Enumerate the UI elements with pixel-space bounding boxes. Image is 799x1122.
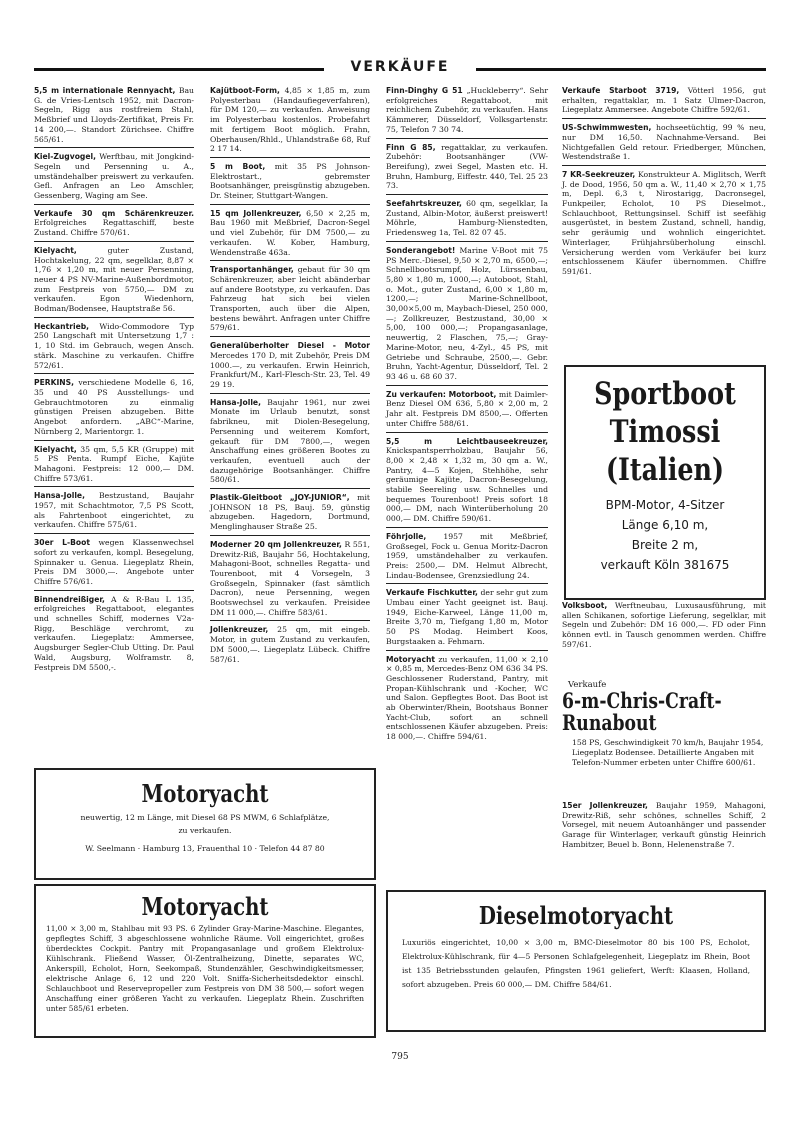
- classified-ad: [34, 594, 194, 676]
- ad-headline: Hansa-Jolle,: [210, 397, 261, 407]
- ad-text: Mercedes 170 D, mit Zubehör, Preis DM 1000.—, zu verkaufen. Erwin Heinrich, Frankfurt/M., Karl-Flesch-Str. 23, Tel. 49 29 19.: [210, 350, 370, 389]
- classified-ad: [562, 600, 766, 653]
- ad-text: Bestzustand, Baujahr 1957, mit Schachtmotor, 7,5 PS Scott, als Fahrtenboot eingerichtet, zu verkaufen. Chiffre 575/61.: [34, 491, 194, 530]
- ad-text: A & R-Bau L 135, erfolgreiches Regattaboot, elegantes und schnelles Schiff, modernes V2a-Rigg, Beschläge verchromt, zu verkaufen. Liegeplatz: Ammersee, Augsburger Segler-Club Utting. Dr. Paul Wald, Augsburg, Wolframstr. 8, Festpreis DM 5500,-.: [34, 594, 194, 672]
- ad-headline: US-Schwimmwesten,: [562, 123, 652, 133]
- classified-ad: [210, 492, 370, 536]
- ad-headline: Volksboot,: [562, 601, 608, 610]
- classified-ad: [386, 389, 548, 433]
- ad-headline: Kajütboot-Form,: [210, 86, 280, 95]
- ad-headline: Plastik-Gleitboot „JOY-JUNIOR“,: [210, 493, 350, 503]
- section-title: VERKÄUFE: [350, 59, 450, 75]
- classified-ad: [386, 531, 548, 585]
- ad-text: Baujahr 1959, Mahagoni, Drewitz-Riß, sehr schönes, schnelles Schiff, 2 Vorsegel, mit neuem Autoanhänger und passender Garage für Winterlager, verkauft günstig Heinrich Hambitzer, Beuel b. Bonn, Helenenstraße 7.: [562, 801, 766, 849]
- header-rule-left: [34, 68, 324, 71]
- ad-text: hochseetüchtig, 99 % neu, nur DM 16,50. Nachnahme-Versand. Bei Nichtgefallen Geld retour. Friedberger, München, Westendstraße 1.: [562, 123, 766, 162]
- page-number: 795: [391, 1052, 409, 1062]
- ad-text: Konstrukteur A. Miglitsch, Werft J. de Dood, 1956, 50 qm a. W., 11,40 × 2,70 × 1,75 m, Depl. 6,3 t, Nirostarigg, Dacronsegel, Funkpeiler, Echolot, 10 PS Dieselmot., Schlauchboot, Rettungsinsel. Schiff ist seefähig ausgerüstet, in bestem Zustand, schnell, handig, sehr geräumig und wohnlich eingerichtet. Winterlager, Frühjahrsüberholung einschl. Versicherung werden vom Verkäufer bei kurz entschlossenem Käufer übernommen. Chiffre 591/61.: [562, 169, 766, 276]
- section-header: [34, 61, 766, 77]
- sportboot-line-4: verkauft Köln 381675: [600, 558, 730, 572]
- motoryacht1-title: Motoryacht: [141, 779, 269, 808]
- ad-text: Erfolgreiches Regattaschiff, beste Zustand. Chiffre 570/61.: [34, 218, 194, 238]
- sportboot-title-2: Timossi: [609, 414, 721, 450]
- ad-headline: Hansa-Jolle,: [34, 491, 85, 501]
- diesel-body: Luxuriös eingerichtet, 10,00 × 3,00 m, BMC-Dieselmotor 80 bis 100 PS, Echolot, Elektrolux-Kühlschrank, für 4—5 Personen Schlafgelegenheit, Liegeplatz im Rhein, Boot ist 135 Betriebsstunden gelaufen, Pfingsten 1961 geliefert, Werft: Klaasen, Holland, sofort abzugeben. Preis 60 000,— DM. Chiffre 584/61.: [402, 938, 750, 989]
- ad-text: 25 qm, mit eingeb. Motor, in gutem Zustand zu verkaufen, DM 5000,—. Liegeplatz Lübeck. Chiffre 587/61.: [210, 625, 370, 664]
- classified-ad: [386, 587, 548, 650]
- ad-text: verschiedene Modelle 6, 16, 35 und 40 PS Ausstellungs- und Gebrauchtmotoren zu einmalig günstigen Preisen abzugeben. Bitte Angebot anfordern. „ABC“-Marine, Nürnberg 2, Marientorgr. 1.: [34, 378, 194, 436]
- ad-box-sportboot: [564, 365, 766, 600]
- ad-text: Baujahr 1961, nur zwei Monate im Urlaub benutzt, sonst fabrikneu, mit Diolen-Besegelung, Persenning und weiterem Komfort, gekauft für DM 7800,—, wegen Anschaffung eines größeren Bootes zu verkaufen, eventuell auch der dazugehörige Bootsanhänger. Chiffre 580/61.: [210, 397, 370, 485]
- ad-text: Knickspantsperrholzbau, Baujahr 56, 8,00 × 2,48 × 1,32 m, 30 qm a. W., Pantry, 4—5 Kojen, Stehhöhe, sehr geräumige Kajüte, Dacron-Besegelung, stabile Seereling usw. Schnelles und bequemes Tourenboot! Preis sofort 18 000,— DM, nach Winterüberholung 20 000,— DM. Chiffre 590/61.: [386, 446, 548, 524]
- ad-box-motoryacht-1: [34, 768, 376, 880]
- motoryacht1-line-2: zu verkaufen.: [178, 825, 232, 835]
- ad-text: mit 35 PS Johnson-Elektrostart., gebremster Bootsanhänger, preisgünstig abzugeben. Dr. Steiner, Stuttgart-Wangen.: [210, 161, 370, 201]
- ad-headline: 7 KR-Seekreuzer,: [562, 169, 636, 179]
- classified-ad: [562, 169, 766, 280]
- ad-text: wegen Klassenwechsel sofort zu verkaufen, kompl. Besegelung, Spinnaker u. Genua. Liegeplatz Rhein, Preis DM 3000,—. Angebote unter Chiffre 576/61.: [34, 538, 195, 586]
- sportboot-title-3: (Italien): [605, 452, 725, 488]
- ad-text: gebaut für 30 qm Schärenkreuzer, aber leicht abänderbar auf andere Bootstype, zu verkaufen. Das Fahrzeug hat sich bei vielen Transporten, auch über die Alpen, bestens bewährt. Anfragen unter Chiffre 579/61.: [210, 265, 370, 333]
- classified-ad: [210, 161, 370, 205]
- classified-ad: [562, 800, 766, 853]
- ad-text: 1957 mit Meßbrief, Großsegel, Fock u. Genua Moritz-Dacron 1959, umständehalber zu verkaufen. Preis: 2500,— DM. Helmut Albrecht, Lindau-Bodensee, Grenzsiedlung 24.: [386, 531, 548, 580]
- chris-title-2: Runabout: [562, 710, 657, 735]
- ad-headline: Föhrjolle,: [386, 531, 427, 541]
- ad-headline: Binnendreißiger,: [34, 594, 105, 604]
- ad-headline: Transportanhänger,: [210, 265, 294, 275]
- sportboot-line-3: Breite 2 m,: [631, 538, 699, 552]
- ad-headline: 5 m Boot,: [210, 161, 266, 171]
- chris-small-label: Verkaufe: [568, 680, 607, 690]
- classified-ad: [34, 208, 194, 242]
- ad-text: 4,85 × 1,85 m, zum Polyesterbau (Handaufiegeverfahren), für DM 120,— zu verkaufen. Anweisung im Polyesterbau kostenlos. Probefahrt mit fertigem Boot möglich. Frahn, Oberhausen/Rhld., Uhlandstraße 68, Ruf 2 17 14.: [210, 86, 370, 154]
- classified-ad: [210, 624, 370, 667]
- ad-headline: Verkaufe Fischkutter,: [386, 588, 478, 598]
- classified-ad: [210, 397, 370, 489]
- ad-headline: 15er Jollenkreuzer,: [562, 801, 648, 810]
- motoryacht1-line-3: W. Seelmann · Hamburg 13, Frauenthal 10 · Telefon 44 87 80: [85, 844, 325, 853]
- classified-ad: [562, 85, 766, 119]
- ad-headline: Jollenkreuzer,: [210, 625, 269, 635]
- classified-ad: [34, 444, 194, 488]
- classified-ad: [386, 245, 548, 386]
- ad-headline: Finn-Dinghy G 51: [386, 86, 463, 95]
- classified-ad: [34, 245, 194, 318]
- ad-headline: 15 qm Jollenkreuzer,: [210, 208, 302, 218]
- classified-ad: [386, 142, 548, 196]
- classified-ad: [386, 198, 548, 242]
- classified-ad: [210, 208, 370, 262]
- ad-headline: 5,5 m Leichtbauseekreuzer,: [386, 436, 548, 446]
- ad-text: 35 qm, 5,5 KR (Gruppe) mit 5 PS Penta. Rumpf Eiche, Kajüte Mahagoni. Festpreis: 12 000,— DM. Chiffre 573/61.: [34, 444, 194, 483]
- classified-ad: [34, 151, 194, 205]
- ad-text: der sehr gut zum Umbau einer Yacht geeignet ist. Bauj. 1949, Eiche-Karweel, Länge 11,00 m, Breite 3,70 m, Tiefgang 1,80 m, Motor 50 PS Modag. Heimbert Koos, Burgstaaken a. Fehmarn.: [386, 588, 548, 646]
- ad-headline: Moderner 20 qm Jollenkreuzer,: [210, 539, 342, 549]
- ad-text: guter Zustand, Hochtakelung, 22 qm, segelklar, 8,87 × 1,76 × 1,20 m, mit neuer Persenning, neuer 4 PS NV-Marine-Außenbordmotor, zum Festpreis von 5750,— DM zu verkaufen. Egon Wiedenhorn, Bodman/Bodensee, Hauptstraße 56.: [34, 245, 194, 314]
- classified-ad: [210, 264, 370, 337]
- ad-headline: Sonderangebot!: [386, 245, 456, 255]
- ad-text: R 551, Drewitz-Riß, Baujahr 56, Hochtakelung, Mahagoni-Boot, schnelles Regatta- und Tourenboot, mit 4 Vorsegeln, 3 Großsegeln, Spinnaker (fast sämtlich Dacron), neue Persenning, wegen Bootswechsel zu verkaufen. Preisidee DM 11 000,—. Chiffre 583/61.: [210, 539, 370, 617]
- column-3: [386, 85, 548, 748]
- ad-text: Werftbau, mit Jongkind-Segeln und Persenning u. A., umständehalber preiswert zu verkaufen. Gefl. Anfragen an Leo Amschler, Gessenberg, Waging am See.: [34, 152, 194, 201]
- ad-headline: 30er L-Boot: [34, 538, 90, 548]
- ad-headline: PERKINS,: [34, 378, 75, 388]
- sportboot-line-2: Länge 6,10 m,: [621, 518, 709, 532]
- ad-text: zu verkaufen, 11,00 × 2,10 × 0,85 m, Mercedes-Benz OM 636 34 PS. Geschlossener Ruderstand, Pantry, mit Propan-Kühlschrank und -Kocher, WC und Salon. Gepflegtes Boot. Das Boot ist ab Oberwinter/Rhein, Bootshaus Bonner Yacht-Club, sofort an schnell entschlossenen Käufer abzugeben. Preis: 18 000,—. Chiffre 594/61.: [386, 654, 548, 742]
- classified-ad: [562, 122, 766, 166]
- sportboot-line-1: BPM-Motor, 4-Sitzer: [605, 498, 725, 512]
- ad-text: Bau G. de Vries-Lentsch 1952, mit Dacron-Segeln, Rigg aus rostfreiem Stahl, Meßbrief und Lloyds-Zertifikat, Preis Fr. 14 200,—. Standort Zürichsee. Chiffre 565/61.: [34, 86, 194, 144]
- ad-headline: Heckantrieb,: [34, 321, 90, 331]
- classified-ad: [386, 85, 548, 139]
- classified-ad: [34, 85, 194, 148]
- ad-text: 60 qm, segelklar, Ia Zustand, Albin-Motor, äußerst preiswert! Möhrle, Hamburg-Nienstedten, Friedensweg 1a, Tel. 82 07 45.: [386, 199, 548, 238]
- classified-ad: [386, 436, 548, 528]
- ad-headline: Verkaufe 30 qm Schärenkreuzer.: [34, 208, 194, 218]
- ad-box-motoryacht-2: [34, 884, 376, 1038]
- classified-ad: [386, 654, 548, 745]
- ad-text: Vötterl 1956, gut erhalten, regattaklar, m. 1 Satz Ulmer-Dacron, Liegeplatz Ammersee. Angebote Chiffre 592/61.: [562, 86, 766, 115]
- header-rule-right: [476, 68, 766, 71]
- classified-ad: [210, 539, 370, 622]
- classified-ad: [210, 85, 370, 158]
- ad-text: Werftneubau, Luxusausführung, mit allen Schikanen, sofortige Lieferung, segelklar, mit Segeln und Zubehör: DM 16 000,—. FD oder Finn können evtl. in Tausch genommen werden. Chiffre 597/61.: [562, 601, 766, 649]
- ad-headline: Seefahrtskreuzer,: [386, 199, 462, 209]
- ad-headline: Kielyacht,: [34, 245, 77, 255]
- ad-headline: Zu verkaufen: Motorboot,: [386, 389, 497, 399]
- ad-text: Marine V-Boot mit 75 PS Merc.-Diesel, 9,50 × 2,70 m, 6500,—; Schnellbootsrumpf, Holz, Lürssenbau, 5,80 × 1,80 m, 1000,—; Autoboot, Stahl, o. Mot., guter Zustand, 6,00 × 1,80 m, 1200,—; Marine-Schnellboot, 30,00×5,00 m, Maybach-Diesel, 250 000,—; Zollkreuzer, Bestzustand, 30,00 × 5,00, 100 000,—; Propangasanlage, neuwertig, 2 Flaschen, 75,—; Gray-Marine-Motor, neu, 4-Zyl., 45 PS, mit Getriebe und Schraube, 2500,—. Gebr. Bruhn, Yacht-Agentur, Düsseldorf, Tel. 2 93 46 u. 68 60 37.: [386, 245, 548, 381]
- chris-body: 158 PS, Geschwindigkeit 70 km/h, Baujahr 1954, Liegeplatz Bodensee. Detaillierte Angaben mit Telefon-Nummer erbeten unter Chiffre 600/61.: [572, 738, 764, 767]
- ad-text: 6,50 × 2,25 m, Bau 1960 mit Meßbrief, Dacron-Segel und viel Zubehör, für DM 7500,— zu verkaufen. W. Kober, Hamburg, Wendenstraße 463a.: [210, 208, 370, 257]
- ad-headline: 5,5 m internationale Rennyacht,: [34, 86, 176, 95]
- ad-headline: Kielyacht,: [34, 444, 77, 454]
- column-1: [34, 85, 194, 678]
- ad-text: mit JOHNSON 18 PS, Bauj. 59, günstig abzugeben. Hagedorn, Dortmund, Menglinghauser Straße 25.: [210, 493, 370, 532]
- ad-headline: Motoryacht: [386, 654, 435, 664]
- column-4-bottom: [562, 800, 766, 856]
- motoryacht2-body: 11,00 × 3,00 m, Stahlbau mit 93 PS. 6 Zylinder Gray-Marine-Maschine. Elegantes, gepflegtes Schiff, 3 abgeschlossene wohnliche Räume. Voll eingerichtet, großes überdecktes Cockpit. Pantry mit Propangasanlage und großem Elektrolux-Kühlschrank. Fließend Wasser, Öl-Zentralheizung, Dinette, separates WC, Ankerspill, Echolot, Horn, Seekompaß, Stundenzähler, Geschwindigkeitsmesser, elektrische Anlage 6, 12 und 220 Volt. Sniffa-Sicherheitsdedektor einschl. Schlauchboot und Reservepropeller zum Festpreis von DM 38 500,— sofort wegen Anschaffung einer größeren Yacht zu verkaufen. Liegeplatz Rhein. Zuschriften unter 585/61 erbeten.: [46, 924, 364, 1013]
- classified-ad: [210, 340, 370, 394]
- ad-box-chris-craft: [562, 680, 766, 792]
- ad-headline: Kiel-Zugvogel,: [34, 152, 96, 162]
- ad-headline: Finn G 85,: [386, 142, 436, 152]
- ad-text: „Huckleberry“. Sehr erfolgreiches Regattaboot, mit reichlichem Zubehör, zu verkaufen. Hans Kämmerer, Düsseldorf, Volksgartenstr. 75, Telefon 7 30 74.: [386, 86, 548, 134]
- ad-text: regattaklar, zu verkaufen. Zubehör: Bootsanhänger (VW-Bereifung), zwei Segel, Masten etc. H. Bruhn, Hamburg, Eiffestr. 440, Tel. 25 23 73.: [386, 142, 549, 191]
- classified-ad: [34, 377, 194, 440]
- ad-headline: Generalüberholter Diesel - Motor: [210, 341, 370, 351]
- sportboot-title-1: Sportboot: [594, 376, 736, 412]
- classified-ad: [34, 490, 194, 534]
- ad-box-dieselmotoryacht: [386, 890, 766, 1032]
- ad-text: mit Daimler-Benz Diesel OM 636, 5,80 × 2,00 m, 2 Jahr alt. Festpreis DM 8500,—. Offerten unter Chiffre 588/61.: [386, 389, 548, 428]
- motoryacht2-title: Motoryacht: [141, 892, 269, 921]
- column-4-top: [562, 85, 766, 283]
- ad-text: Wido-Commodore Typ 250 Langschaft mit Untersetzung 1,7 : 1, 10 Std. im Gebrauch, wegen Ansch. stärk. Maschine zu verkaufen. Chiffre 572/61.: [34, 321, 194, 370]
- ad-headline: Verkaufe Starboot 3719,: [562, 86, 680, 95]
- motoryacht1-line-1: neuwertig, 12 m Länge, mit Diesel 68 PS MWM, 6 Schlafplätze,: [80, 813, 330, 822]
- diesel-title: Dieselmotoryacht: [478, 901, 674, 930]
- chris-title-1: 6-m-Chris-Craft-: [562, 688, 722, 713]
- column-4-middle: [562, 600, 766, 656]
- classified-ad: [34, 321, 194, 375]
- column-2: [210, 85, 370, 670]
- classified-ad: [34, 537, 194, 591]
